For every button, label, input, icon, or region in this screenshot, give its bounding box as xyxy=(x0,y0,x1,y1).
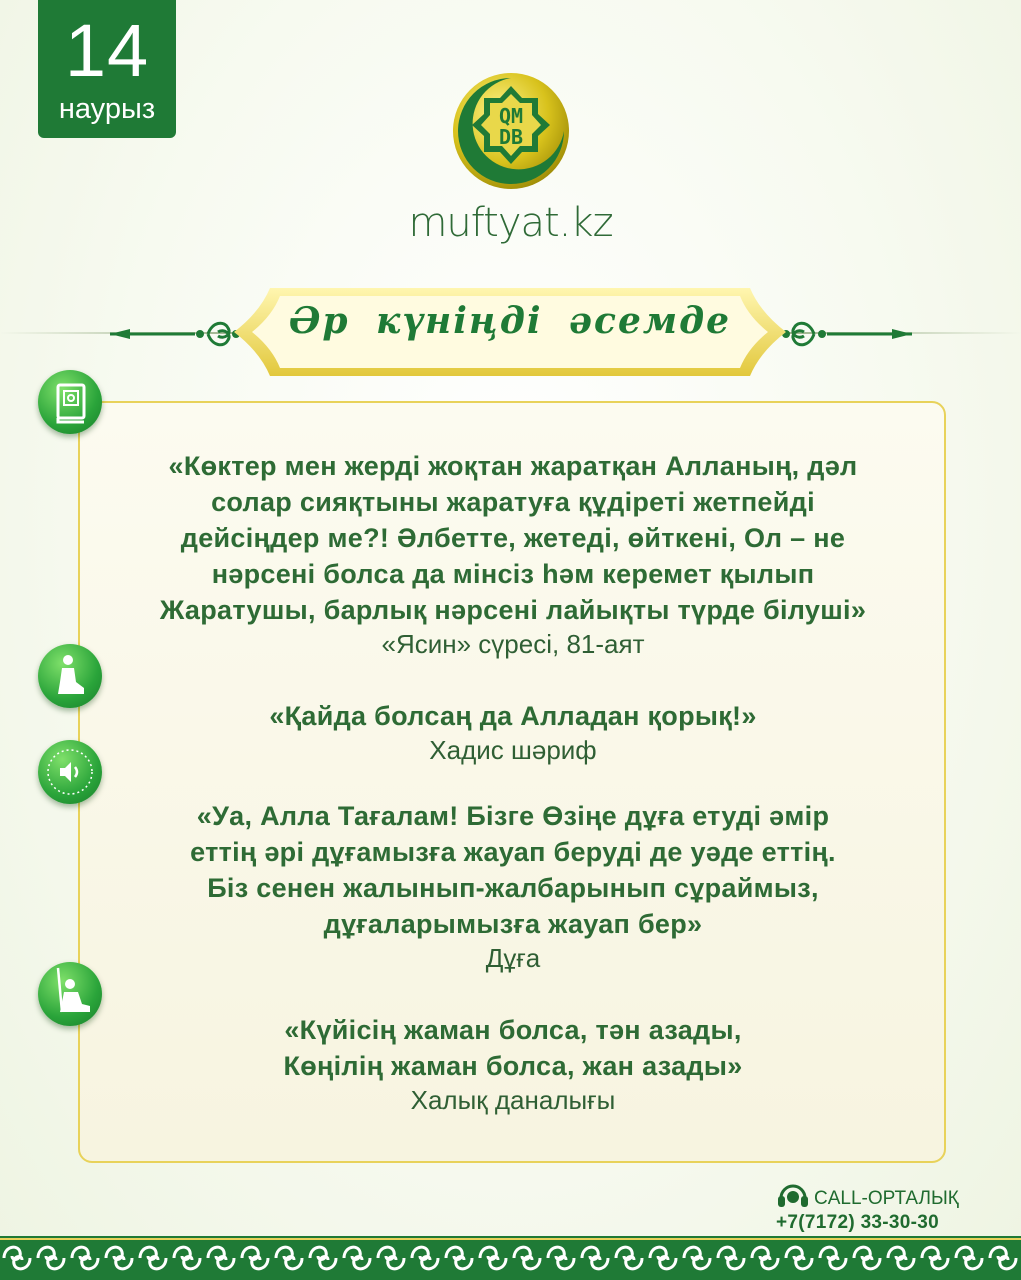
quote-1-source: «Ясин» сүресі, 81-аят xyxy=(381,629,645,659)
quote-3-line-4: дұғаларымызға жауап бер» xyxy=(323,909,703,939)
ornament-right xyxy=(772,312,922,356)
quote-1-line-5: Жаратушы, барлық нәрсені лайықты түрде білуші» xyxy=(159,595,867,625)
quote-2-line-1: «Қайда болсаң да Алладан қорық!» xyxy=(269,701,757,731)
banner-title: Әр күніңді әсемде xyxy=(288,300,732,342)
quote-1-line-4: нәрсені болса да мінсіз һәм керемет қылып xyxy=(211,559,815,589)
qmdb-logo xyxy=(452,72,570,190)
quote-1-line-2: солар сияқтыны жаратуға құдіреті жетпейді xyxy=(211,487,815,517)
quote-3-source: Дұға xyxy=(485,943,541,973)
logo-text-top: QM xyxy=(498,104,524,128)
ornament-left xyxy=(100,312,250,356)
quote-4-line-1: «Күйісің жаман болса, тән азады, xyxy=(284,1015,742,1045)
quote-2 xyxy=(80,698,946,766)
quran-button[interactable] xyxy=(38,370,102,434)
call-center-phone[interactable]: +7(7172) 33-30-30 xyxy=(776,1212,940,1233)
quote-1-line-1: «Көктер мен жерді жоқтан жаратқан Алланың, дәл xyxy=(168,451,858,481)
site-name: muftyat.kz xyxy=(408,200,613,246)
quote-4-source: Халық даналығы xyxy=(410,1085,616,1115)
footer-ornament xyxy=(0,1236,1021,1280)
quran-book-icon xyxy=(38,370,102,434)
quote-3-line-3: Біз сенен жалынып-жалбарынып сұраймыз, xyxy=(207,873,819,903)
date-day: 14 xyxy=(64,9,150,92)
call-center-label: CALL-ОРТАЛЫҚ xyxy=(814,1188,959,1209)
quote-4-line-2: Көңілің жаман болса, жан азады» xyxy=(283,1051,743,1081)
quote-3-line-2: еттің әрі дұғамызға жауап беруді де уәде еттің. xyxy=(190,837,836,867)
headset-icon xyxy=(776,1180,810,1212)
quote-1-line-3: дейсіңдер ме?! Әлбетте, жетеді, өйткені, Ол – не xyxy=(180,523,846,553)
quote-3 xyxy=(80,798,946,974)
quote-2-source: Хадис шәриф xyxy=(429,735,597,765)
date-badge xyxy=(38,0,176,138)
date-month: наурыз xyxy=(58,93,156,125)
quote-4 xyxy=(80,1012,946,1116)
quote-1 xyxy=(80,448,946,660)
logo-text-bottom: DB xyxy=(498,125,524,149)
quote-3-line-1: «Уа, Алла Тағалам! Бізге Өзіңе дұға етуді әмір xyxy=(196,801,830,831)
